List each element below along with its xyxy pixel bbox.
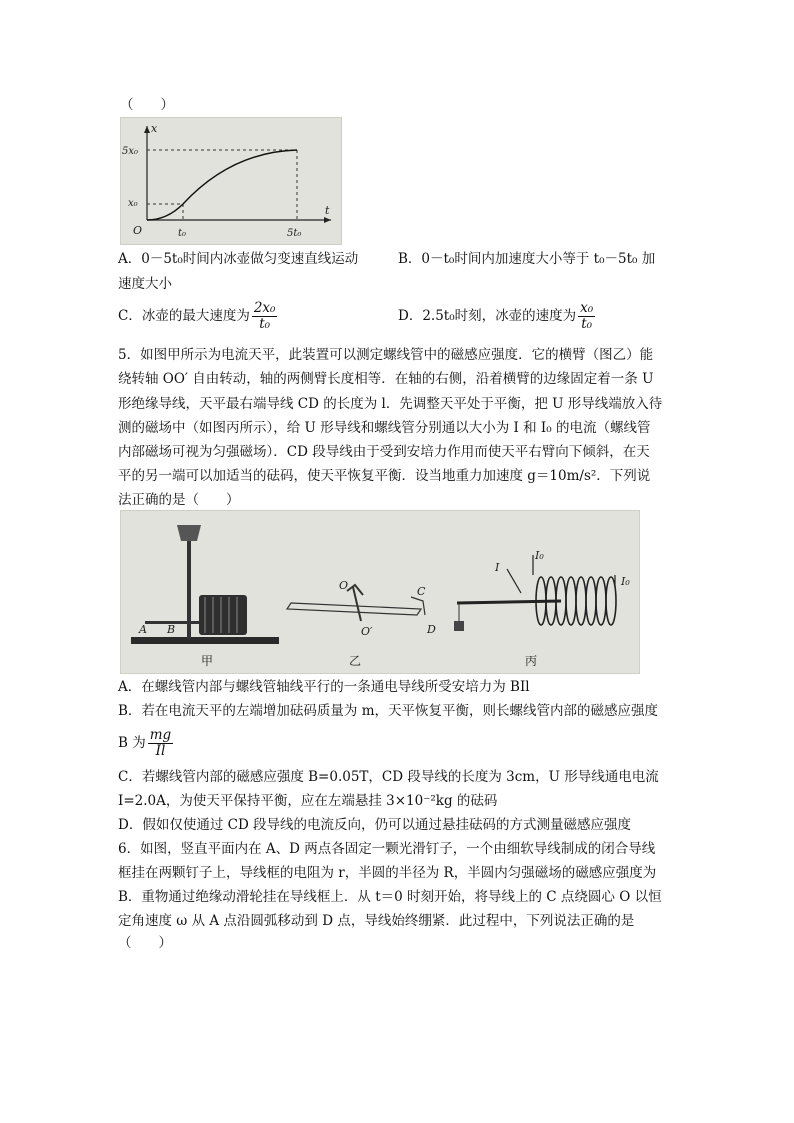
label-yi: 乙 <box>349 654 362 668</box>
q6-stem-line-1: 6．如图，竖直平面内在 A、D 两点各固定一颗光滑钉子，一个由细软导线制成的闭合导线 <box>118 841 656 857</box>
q5-stem-line-4: 测的磁场中（如图丙所示），给 U 形导线和螺线管分别通以大小为 I 和 I₀ 的电流（螺线管 <box>118 420 651 436</box>
q5-stem-line-3: 形绝缘导线，天平最右端导线 CD 的长度为 l．先调整天平处于平衡，把 U 形导线端放入待 <box>118 396 663 412</box>
current-i-label: I <box>495 561 500 574</box>
q5-stem-line-5: 内部磁场可视为匀强磁场）．CD 段导线由于受到安培力作用而使天平右臂向下倾斜，在天 <box>118 444 650 460</box>
q4-option-a: A．0－5t₀时间内冰壶做匀变速直线运动 <box>118 251 359 267</box>
point-b-label: B <box>167 623 176 636</box>
y-label-5x0: 5x₀ <box>122 146 139 157</box>
q5-option-c-cont: I=2.0A，为使天平保持平衡，应在左端悬挂 3×10⁻²kg 的砝码 <box>118 793 498 809</box>
q5-option-d: D．假如仅使通过 CD 段导线的电流反向，仍可以通过悬挂砝码的方式测量磁感应强度 <box>118 817 632 833</box>
q4-option-d-fraction <box>578 301 595 332</box>
axis-x-label: x <box>151 122 158 135</box>
figure-bing <box>454 549 630 668</box>
current-balance-svg <box>121 511 639 673</box>
current-i0-label-left: I₀ <box>535 549 544 562</box>
solenoid-coil-loop <box>586 577 596 625</box>
q5-option-a: A．在螺线管内部与螺线管轴线平行的一条通电导线所受安培力为 BIl <box>118 679 530 695</box>
q5-option-b-fraction <box>148 728 173 759</box>
base-plate <box>131 637 279 644</box>
q5-option-c: C．若螺线管内部的磁感应强度 B=0.05T，CD 段导线的长度为 3cm，U 形导线通电电流 <box>118 769 659 785</box>
q5-stem-line-6: 平的另一端可以加适当的砝码，使天平恢复平衡．设当地重力加速度 g＝10m/s²．下列说 <box>118 468 651 484</box>
q5-stem-line-7: 法正确的是（ ） <box>118 492 240 508</box>
axis-t-label: t <box>325 204 330 217</box>
q4-option-b-cont: 速度大小 <box>118 276 172 292</box>
q4-option-c <box>118 297 279 335</box>
current-i0-label-right: I₀ <box>621 575 630 588</box>
q5-option-b-cont <box>118 724 175 762</box>
current-arrow-i <box>507 569 521 593</box>
x-axis-arrow-icon <box>144 126 150 133</box>
point-d-label: D <box>427 623 436 636</box>
q5-option-b-text: B 为 <box>118 735 146 751</box>
q5-stem-line-2: 绕转轴 OO′ 自由转动，轴的两侧臂长度相等．在轴的右侧，沿着横臂的边缘固定着一条 U <box>118 371 654 387</box>
q4-option-d <box>398 297 597 335</box>
y-label-x0: x₀ <box>128 198 138 209</box>
fraction-numerator: x₀ <box>580 300 594 316</box>
label-jia: 甲 <box>201 654 214 668</box>
fraction-denominator: Il <box>155 743 166 759</box>
fraction-numerator: mg <box>149 727 172 743</box>
q6-stem-line-4: 定角速度 ω 从 A 点沿圆弧移动到 D 点，导线始终绷紧．此过程中，下列说法正确的是 <box>118 913 635 929</box>
point-o-label: O <box>339 579 349 592</box>
point-a-label: A <box>139 623 147 636</box>
q4-option-d-text: D．2.5t₀时刻，冰壶的速度为 <box>398 308 577 324</box>
q6-stem-line-2: 框挂在两颗钉子上，导线框的电阻为 r，半圆的半径为 R，半圆内匀强磁场的磁感应强度为 <box>118 865 657 881</box>
solenoid-coil-loop <box>576 577 586 625</box>
q5-stem-line-1: 5．如图甲所示为电流天平，此装置可以测定螺线管中的磁感应强度．它的横臂（图乙）能 <box>118 347 654 363</box>
q4-answer-bracket: （ ） <box>120 97 174 113</box>
figure-jia <box>131 525 279 668</box>
xt-curve <box>147 150 297 220</box>
solenoid-coil-loop <box>596 577 606 625</box>
balance-head <box>177 525 201 541</box>
point-o-prime-label: O′ <box>361 625 373 638</box>
q5-current-balance-figure <box>120 510 640 674</box>
xt-graph-svg <box>121 118 341 244</box>
figure-yi <box>287 579 436 668</box>
x-label-5t0: 5t₀ <box>287 228 302 239</box>
solenoid-jia <box>199 595 247 635</box>
origin-label: O <box>133 224 143 237</box>
q4-option-c-text: C．冰壶的最大速度为 <box>118 308 250 324</box>
fraction-numerator: 2x₀ <box>253 300 276 316</box>
crossbar-yi <box>287 603 421 615</box>
fraction-denominator: t₀ <box>581 316 593 332</box>
x-label-t0: t₀ <box>178 228 187 239</box>
t-axis-arrow-icon <box>324 217 331 223</box>
fraction-denominator: t₀ <box>259 316 271 332</box>
q4-option-c-fraction <box>252 301 278 332</box>
point-c-label: C <box>417 585 426 598</box>
q6-stem-line-3: B．重物通过绝缘动滑轮挂在导线框上．从 t＝0 时刻开始，将导线上的 C 点绕圆心 O 以恒 <box>118 889 662 905</box>
q6-stem-line-5: （ ） <box>118 935 172 951</box>
q4-option-b: B．0－t₀时间内加速度大小等于 t₀－5t₀ 加 <box>398 251 656 267</box>
solenoid-coil-loop <box>566 577 576 625</box>
label-bing: 丙 <box>525 654 538 668</box>
u-wire-yi <box>411 597 425 615</box>
weight-block <box>454 621 464 631</box>
q4-xt-graph <box>120 117 342 245</box>
q5-option-b: B．若在电流天平的左端增加砝码质量为 m，天平恢复平衡，则长螺线管内部的磁感应强度 <box>118 703 659 719</box>
